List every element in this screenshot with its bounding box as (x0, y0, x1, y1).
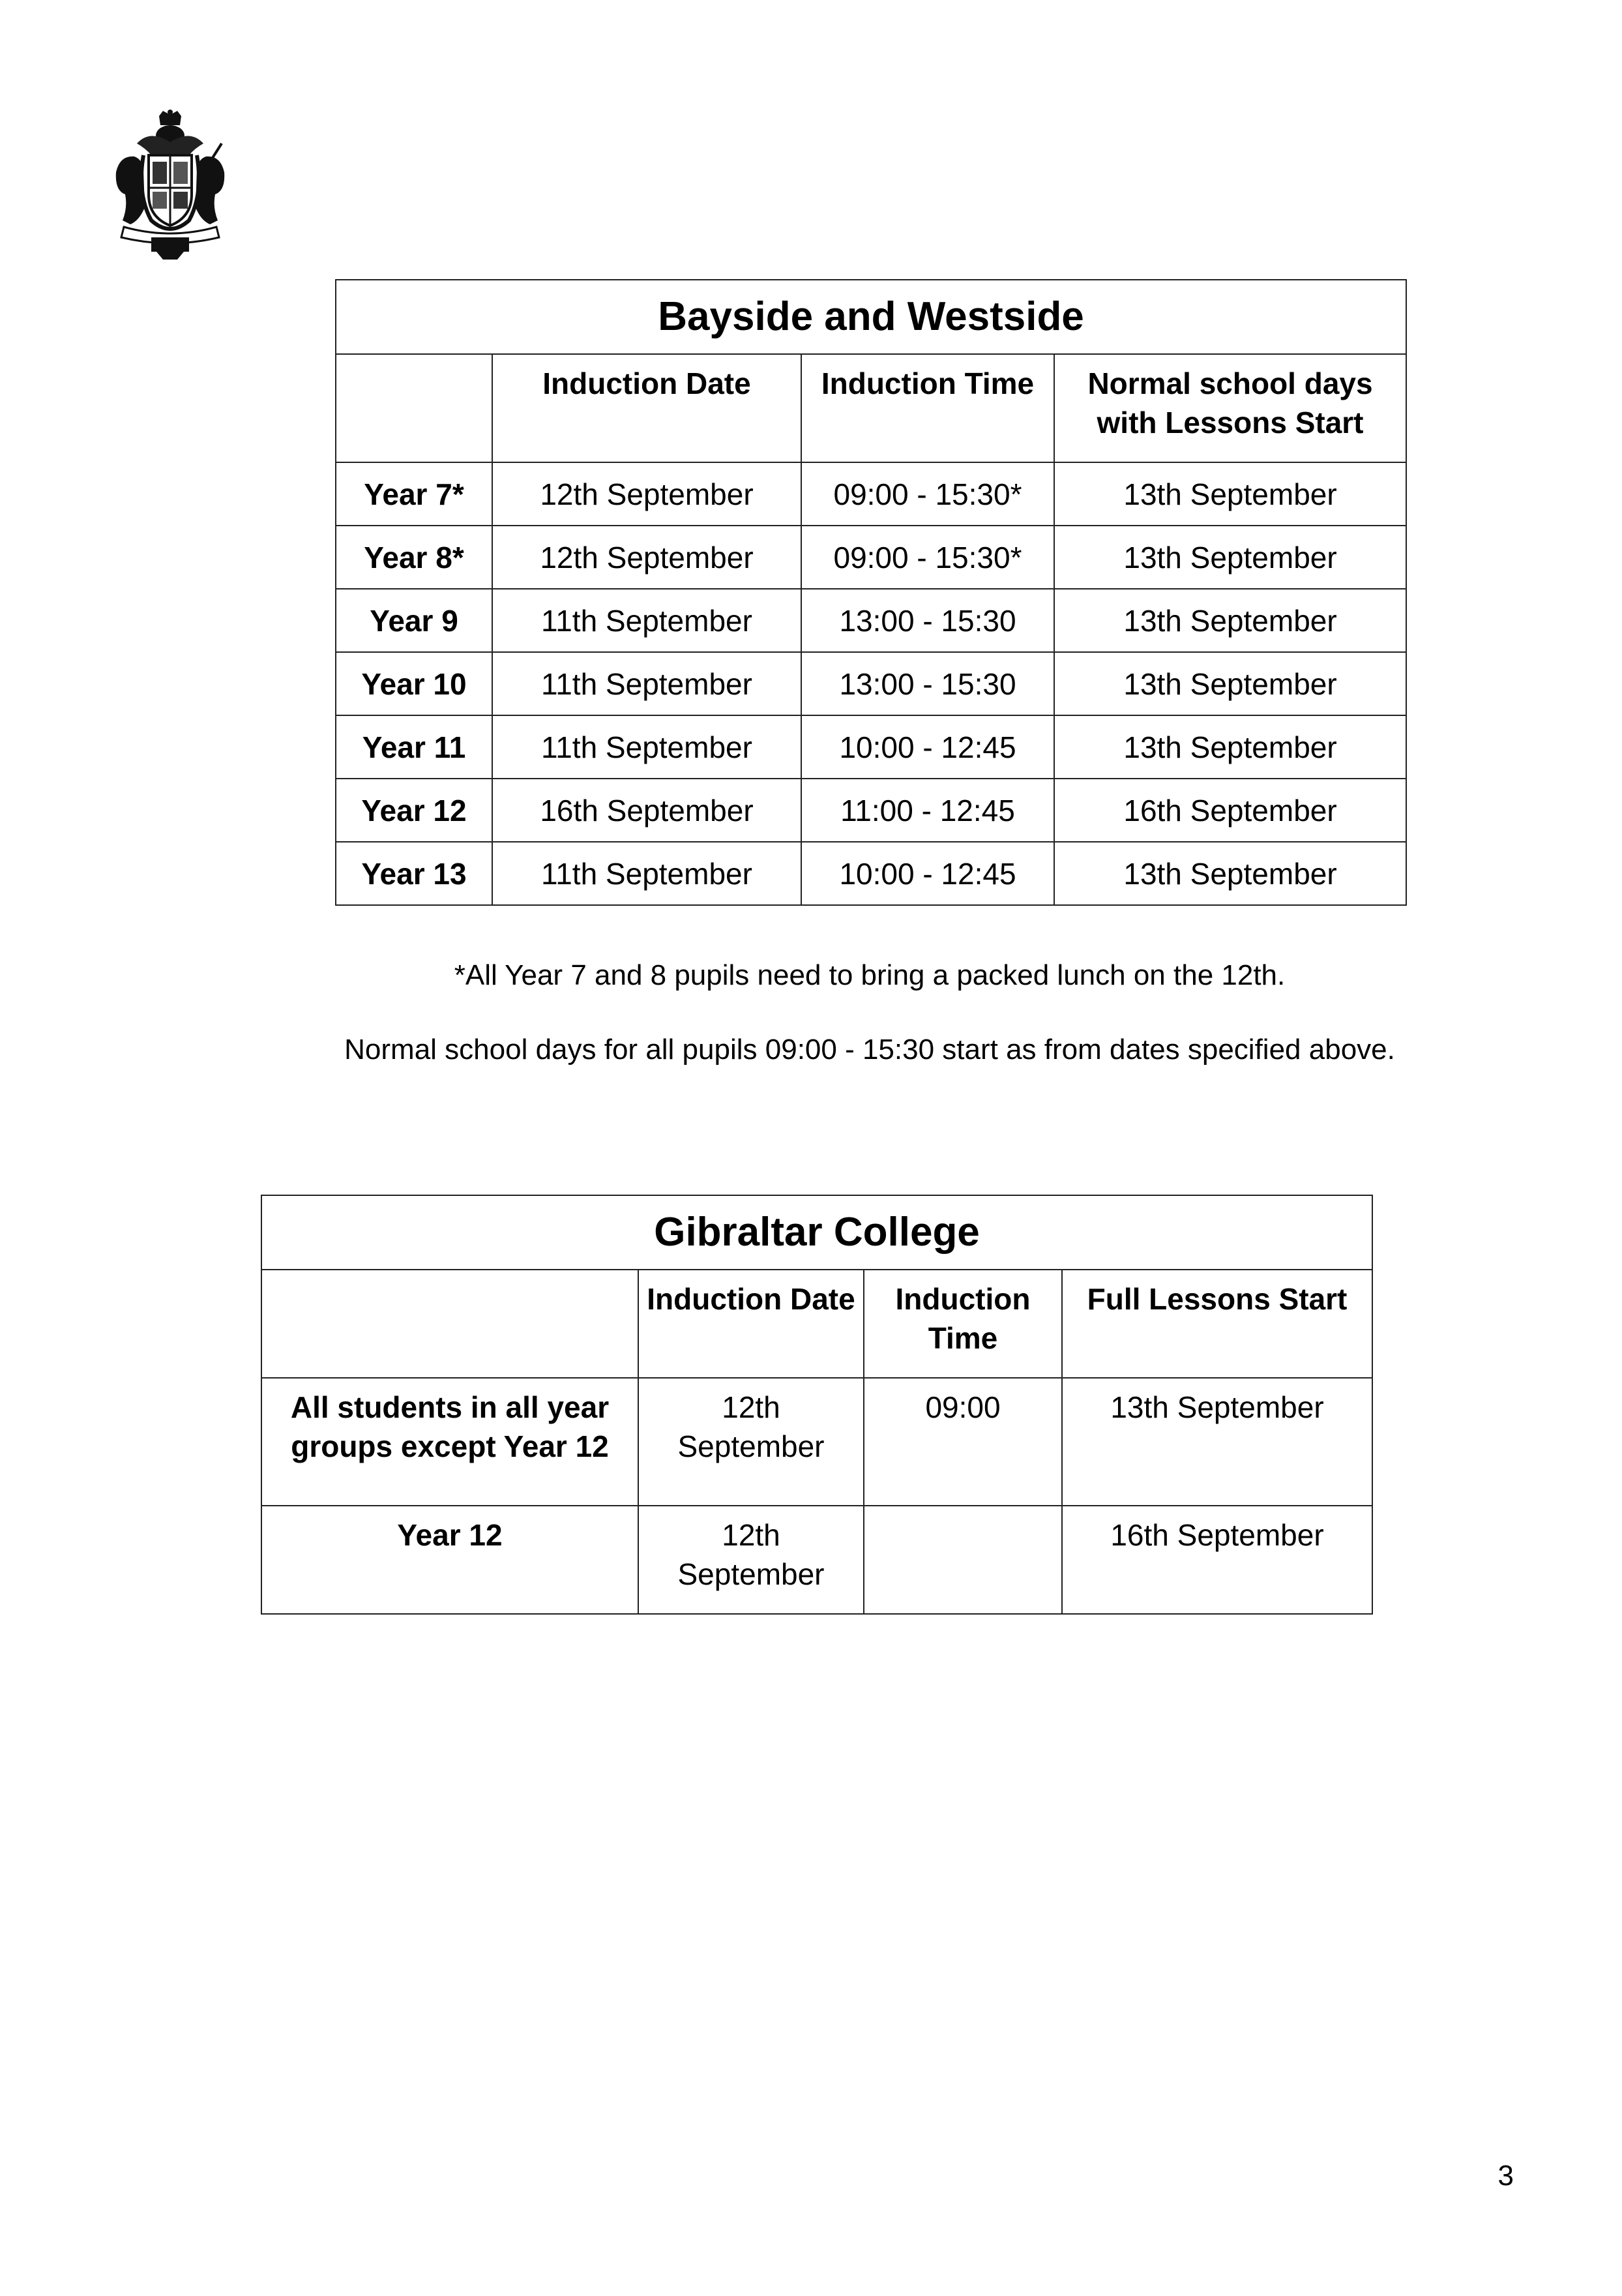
table-row (336, 589, 1406, 652)
row-induction-time: 09:00 (864, 1378, 1062, 1506)
table-row (336, 715, 1406, 779)
row-induction-time: 10:00 - 12:45 (801, 715, 1054, 779)
row-lessons-start: 13th September (1062, 1378, 1372, 1506)
row-lessons-start: 13th September (1054, 842, 1406, 905)
table-row (261, 1378, 1372, 1506)
row-lessons-start: 16th September (1054, 779, 1406, 842)
row-induction-date: 11th September (492, 589, 801, 652)
row-induction-date: 11th September (492, 842, 801, 905)
row-induction-date: 12th September (492, 462, 801, 526)
row-group: Year 12 (261, 1506, 638, 1614)
royal-coat-of-arms-icon (111, 110, 229, 261)
table-title: Gibraltar College (261, 1195, 1372, 1270)
header-induction-time: Induction Time (801, 354, 1054, 462)
table-row (336, 779, 1406, 842)
row-induction-date: 12th September (492, 526, 801, 589)
page-number: 3 (1497, 2160, 1514, 2192)
table-header-row (261, 1270, 1372, 1378)
row-year: Year 10 (336, 652, 492, 715)
header-induction-date: Induction Date (492, 354, 801, 462)
table-row (336, 526, 1406, 589)
table-row (336, 842, 1406, 905)
row-lessons-start: 13th September (1054, 715, 1406, 779)
row-induction-date: 12th September (638, 1378, 864, 1506)
row-lessons-start: 13th September (1054, 589, 1406, 652)
header-blank (336, 354, 492, 462)
table-header-row (336, 354, 1406, 462)
gibraltar-college-table (261, 1195, 1373, 1615)
row-group: All students in all year groups except Year 12 (261, 1378, 638, 1506)
header-lessons-start: Normal school days with Lessons Start (1054, 354, 1406, 462)
header-induction-time: Induction Time (864, 1270, 1062, 1378)
row-lessons-start: 13th September (1054, 526, 1406, 589)
row-lessons-start: 13th September (1054, 652, 1406, 715)
row-induction-time: 13:00 - 15:30 (801, 589, 1054, 652)
row-induction-date: 11th September (492, 652, 801, 715)
row-lessons-start: 13th September (1054, 462, 1406, 526)
table-row (261, 1506, 1372, 1614)
row-year: Year 9 (336, 589, 492, 652)
row-year: Year 12 (336, 779, 492, 842)
row-induction-time: 10:00 - 12:45 (801, 842, 1054, 905)
row-induction-time: 09:00 - 15:30* (801, 526, 1054, 589)
row-year: Year 11 (336, 715, 492, 779)
bayside-westside-table (335, 279, 1407, 906)
table-title: Bayside and Westside (336, 280, 1406, 354)
packed-lunch-note: *All Year 7 and 8 pupils need to bring a packed lunch on the 12th. (454, 959, 1286, 991)
row-induction-time: 09:00 - 15:30* (801, 462, 1054, 526)
table-row (336, 652, 1406, 715)
row-induction-date: 12th September (638, 1506, 864, 1614)
row-induction-date: 16th September (492, 779, 801, 842)
row-year: Year 13 (336, 842, 492, 905)
row-year: Year 7* (336, 462, 492, 526)
normal-days-note: Normal school days for all pupils 09:00 - 15:30 start as from dates specified above. (344, 1034, 1395, 1066)
row-induction-time: 11:00 - 12:45 (801, 779, 1054, 842)
table-row (336, 462, 1406, 526)
row-induction-time (864, 1506, 1062, 1614)
row-year: Year 8* (336, 526, 492, 589)
header-induction-date: Induction Date (638, 1270, 864, 1378)
header-blank (261, 1270, 638, 1378)
header-full-lessons-start: Full Lessons Start (1062, 1270, 1372, 1378)
row-lessons-start: 16th September (1062, 1506, 1372, 1614)
row-induction-time: 13:00 - 15:30 (801, 652, 1054, 715)
row-induction-date: 11th September (492, 715, 801, 779)
